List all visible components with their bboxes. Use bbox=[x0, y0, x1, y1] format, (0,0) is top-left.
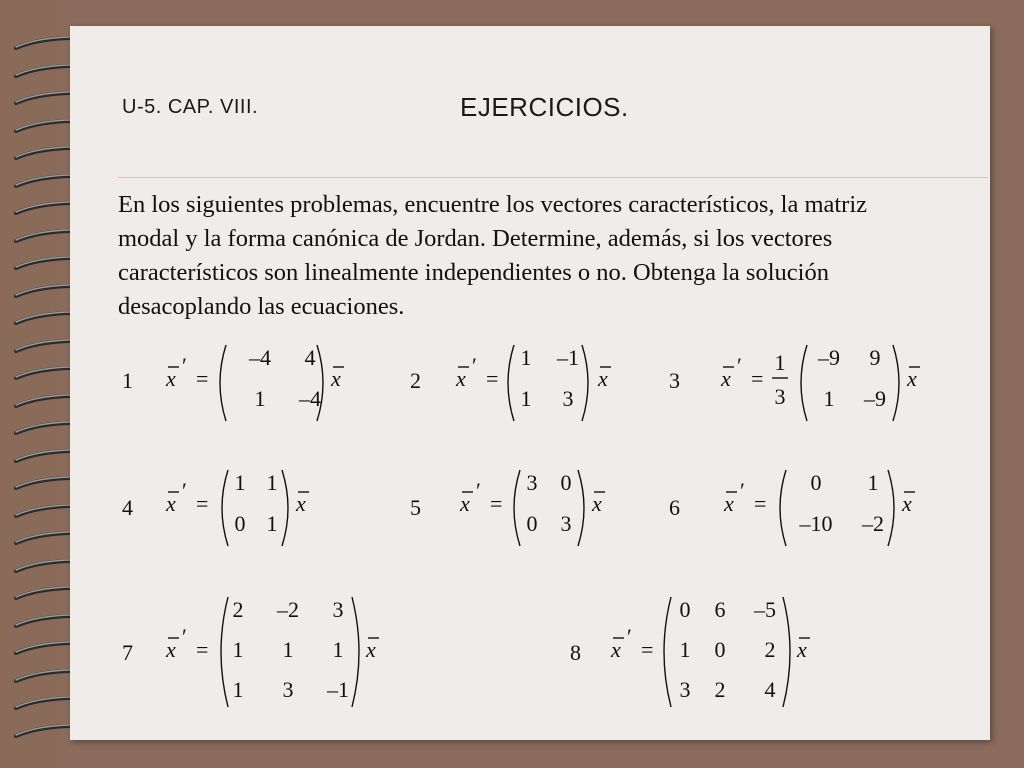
prime-symbol: ′ bbox=[627, 624, 632, 649]
left-paren bbox=[221, 597, 228, 707]
problem-number: 8 bbox=[570, 640, 581, 665]
vector-variable: x bbox=[721, 366, 731, 391]
matrix-entry: 3 bbox=[560, 511, 572, 536]
matrix-entry: 1 bbox=[232, 677, 244, 702]
vector-variable: x bbox=[166, 491, 176, 516]
problem-number: 5 bbox=[410, 495, 421, 520]
prime-symbol: ′ bbox=[182, 353, 187, 378]
right-paren bbox=[893, 345, 899, 421]
vector-variable: x bbox=[460, 491, 470, 516]
matrix-entry: 1 bbox=[867, 470, 879, 495]
matrix-entry: 1 bbox=[282, 637, 294, 662]
matrix-entry: 0 bbox=[679, 597, 691, 622]
equals-sign: = bbox=[751, 366, 764, 391]
fraction-numerator: 1 bbox=[774, 350, 786, 375]
vector-variable: x bbox=[611, 637, 621, 662]
prime-symbol: ′ bbox=[182, 478, 187, 503]
vector-variable: x bbox=[296, 491, 306, 516]
vector-variable: x bbox=[724, 491, 734, 516]
matrix-entry: –4 bbox=[249, 345, 271, 370]
matrix-entry: 1 bbox=[332, 637, 344, 662]
matrix-entry: –5 bbox=[754, 597, 776, 622]
matrix-entry: 2 bbox=[714, 677, 726, 702]
problem-number: 7 bbox=[122, 640, 133, 665]
matrix-entry: 1 bbox=[234, 470, 246, 495]
matrix-entry: 0 bbox=[526, 511, 538, 536]
matrix-entry: 3 bbox=[679, 677, 691, 702]
matrix-entry: 0 bbox=[560, 470, 572, 495]
vector-variable: x bbox=[166, 366, 176, 391]
matrix-entry: 0 bbox=[714, 637, 726, 662]
matrix-entry: 1 bbox=[520, 386, 532, 411]
right-paren bbox=[352, 597, 359, 707]
matrix-entry: –9 bbox=[818, 345, 840, 370]
equals-sign: = bbox=[486, 366, 499, 391]
matrix-entry: 1 bbox=[823, 386, 835, 411]
prime-symbol: ′ bbox=[476, 478, 481, 503]
matrix-entry: 4 bbox=[304, 345, 316, 370]
matrix-entry: –10 bbox=[799, 511, 833, 536]
header-divider bbox=[118, 177, 988, 178]
matrix-entry: 3 bbox=[562, 386, 574, 411]
vector-variable: x bbox=[598, 366, 608, 391]
instructions-line: característicos son linealmente independientes o no. Obtenga la solución bbox=[118, 259, 829, 286]
equals-sign: = bbox=[196, 637, 209, 662]
matrix-entry: 3 bbox=[332, 597, 344, 622]
vector-variable: x bbox=[592, 491, 602, 516]
prime-symbol: ′ bbox=[472, 353, 477, 378]
matrix-entry: –2 bbox=[862, 511, 884, 536]
instructions-line: En los siguientes problemas, encuentre los vectores característicos, la matriz bbox=[118, 191, 868, 218]
problem-number: 2 bbox=[410, 368, 421, 393]
matrix-entry: 2 bbox=[232, 597, 244, 622]
matrix-entry: 4 bbox=[764, 677, 776, 702]
matrix-entry: –4 bbox=[299, 386, 321, 411]
equation-4 bbox=[160, 465, 330, 555]
left-paren bbox=[664, 597, 671, 707]
matrix-entry: 1 bbox=[254, 386, 266, 411]
prime-symbol: ′ bbox=[740, 478, 745, 503]
equation-2 bbox=[450, 340, 630, 430]
equation-1 bbox=[160, 340, 360, 430]
matrix-entry: 1 bbox=[520, 345, 532, 370]
equals-sign: = bbox=[754, 491, 767, 516]
matrix-entry: –2 bbox=[277, 597, 299, 622]
vector-variable: x bbox=[902, 491, 912, 516]
matrix-entry: 1 bbox=[232, 637, 244, 662]
problem-number: 1 bbox=[122, 368, 133, 393]
equals-sign: = bbox=[196, 366, 209, 391]
vector-variable: x bbox=[331, 366, 341, 391]
matrix-entry: 1 bbox=[679, 637, 691, 662]
vector-variable: x bbox=[797, 637, 807, 662]
matrix-entry: 0 bbox=[234, 511, 246, 536]
equals-sign: = bbox=[196, 491, 209, 516]
right-paren bbox=[282, 470, 288, 546]
prime-symbol: ′ bbox=[737, 353, 742, 378]
vector-variable: x bbox=[456, 366, 466, 391]
matrix-entry: 3 bbox=[526, 470, 538, 495]
equals-sign: = bbox=[641, 637, 654, 662]
vector-variable: x bbox=[366, 637, 376, 662]
problem-number: 6 bbox=[669, 495, 680, 520]
equation-6 bbox=[718, 465, 928, 555]
equation-8 bbox=[605, 592, 835, 717]
left-paren bbox=[222, 470, 228, 546]
vector-variable: x bbox=[166, 637, 176, 662]
problem-number: 4 bbox=[122, 495, 133, 520]
page-title: EJERCICIOS. bbox=[460, 92, 629, 122]
matrix-entry: –9 bbox=[864, 386, 886, 411]
right-paren bbox=[783, 597, 790, 707]
matrix-entry: 2 bbox=[764, 637, 776, 662]
matrix-entry: 9 bbox=[869, 345, 881, 370]
equation-7 bbox=[160, 592, 390, 717]
instructions-line: modal y la forma canónica de Jordan. Determine, además, si los vectores bbox=[118, 225, 833, 252]
prime-symbol: ′ bbox=[182, 624, 187, 649]
left-paren bbox=[801, 345, 807, 421]
right-paren bbox=[578, 470, 584, 546]
vector-variable: x bbox=[907, 366, 917, 391]
chapter-header: U-5. CAP. VIII. bbox=[122, 96, 259, 118]
fraction-denominator: 3 bbox=[774, 384, 786, 409]
problem-number: 3 bbox=[669, 368, 680, 393]
matrix-entry: 3 bbox=[282, 677, 294, 702]
instructions-line: desacoplando las ecuaciones. bbox=[118, 293, 405, 320]
matrix-entry: 0 bbox=[810, 470, 822, 495]
left-paren bbox=[220, 345, 226, 421]
right-paren bbox=[888, 470, 894, 546]
matrix-entry: 6 bbox=[714, 597, 726, 622]
equals-sign: = bbox=[490, 491, 503, 516]
right-paren bbox=[582, 345, 588, 421]
left-paren bbox=[508, 345, 514, 421]
matrix-entry: 1 bbox=[266, 470, 278, 495]
instructions-paragraph bbox=[118, 188, 998, 324]
left-paren bbox=[514, 470, 520, 546]
matrix-entry: –1 bbox=[557, 345, 579, 370]
matrix-entry: –1 bbox=[327, 677, 349, 702]
equation-5 bbox=[454, 465, 624, 555]
matrix-entry: 1 bbox=[266, 511, 278, 536]
left-paren bbox=[780, 470, 786, 546]
equation-3 bbox=[715, 340, 935, 430]
